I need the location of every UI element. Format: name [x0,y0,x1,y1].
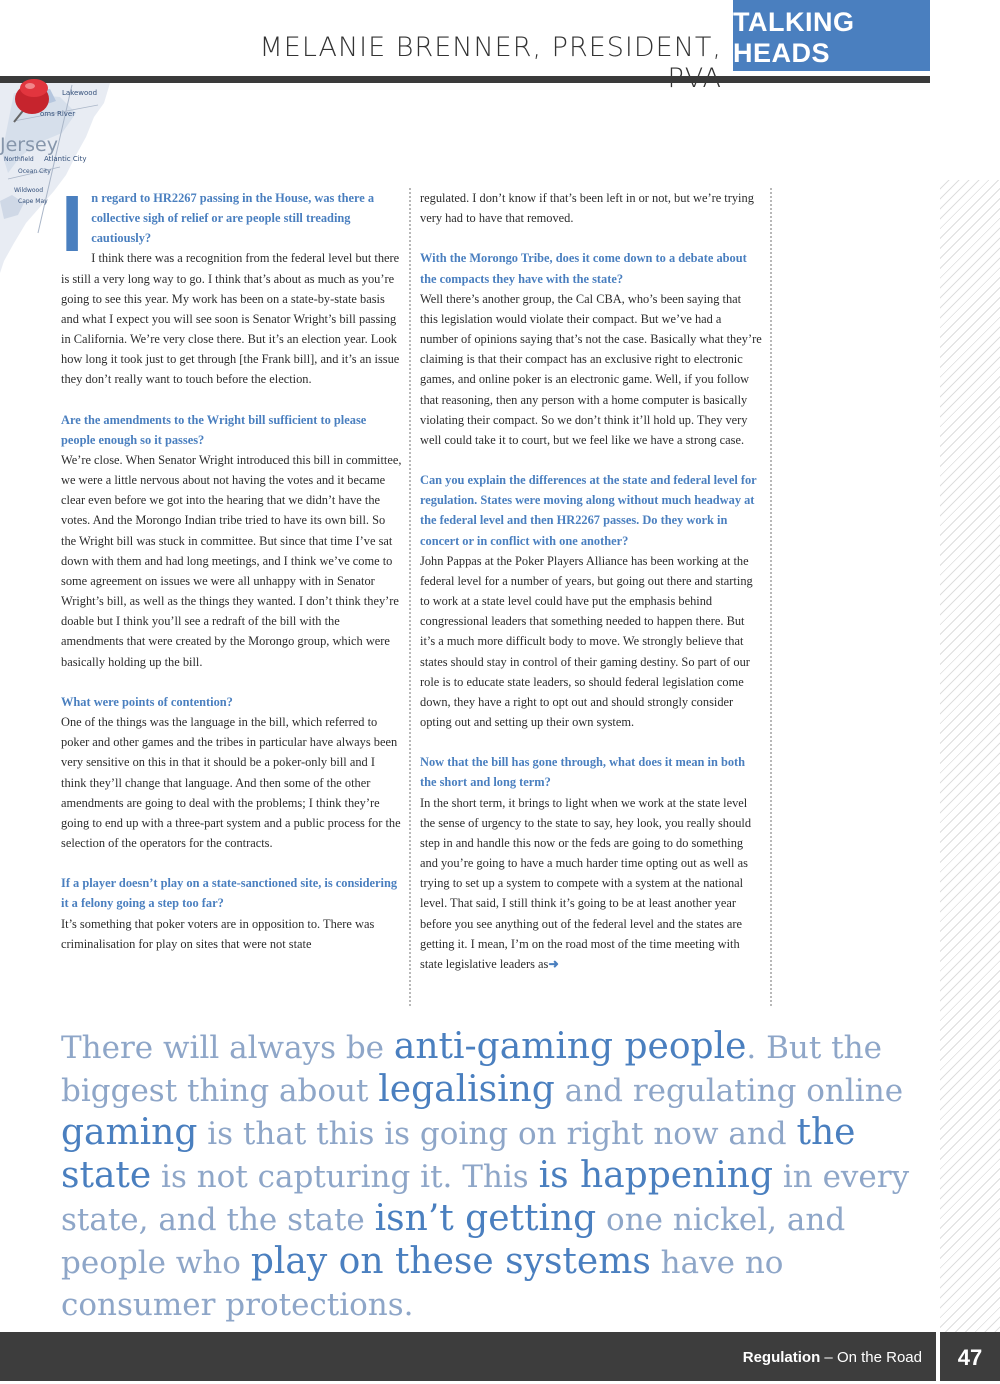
pull-quote-emphasis: legalising [378,1069,555,1110]
pull-quote-emphasis: play on these systems [250,1241,651,1282]
article-paragraph [61,873,403,954]
article-paragraph [61,692,403,853]
interview-question: If a player doesn’t play on a state-sanctioned site, is considering it a felony going a step too far? [61,876,398,911]
pull-quote-text: . But the biggest thing about [61,1030,882,1109]
page-number: 47 [957,1345,983,1370]
interview-answer: Well there’s another group, the Cal CBA, who’s been saying that this legislation would violate their compact. But we’ve had a number of opinions saying that’s not the case. Basically what they’re claiming is that their compact has an exclusive right to electronic games, and online poker is an electronic game. Well, if you follow that reasoning, then any person with a home computer is basically violating their compact. So we don’t think it’ll hold up. They very well could take it to court, but we feel like we have a strong case. [420,291,762,447]
article-paragraph [420,470,762,732]
article-paragraph [61,410,403,672]
drop-cap: I [61,179,84,268]
section-tag [733,0,930,71]
pull-quote-text: in every state, and the state [61,1159,910,1238]
decorative-hatch [940,180,1000,1332]
article-paragraph [61,179,403,390]
article-column-1 [61,179,403,974]
article-paragraph [420,188,762,228]
interview-question: Now that the bill has gone through, what does it mean in both the short and long term? [420,755,746,790]
article-paragraph [420,248,762,450]
pull-quote-emphasis: isn’t getting [374,1198,597,1239]
continue-arrow-icon: ➜ [548,956,559,971]
map-label: Atlantic City [44,155,87,163]
map-label: Cape May [18,198,48,205]
map-label: oms River [40,110,76,118]
pull-quote-emphasis: gaming [61,1112,198,1153]
section-tag-label: TALKING HEADS [733,7,855,68]
header-title: MELANIE BRENNER, PRESIDENT, [259,32,722,63]
interview-answer: We’re close. When Senator Wright introduced this bill in committee, we were a little nervous about not having the votes and it became clear even before we got into the hearing that we didn’t have the votes. And the Morongo Indian tribe tried to have its own bill. So the Wright bill was stuck in committee. But since that time I’ve sat down with them and had long meetings, and I think we’ve come to some agreement on issues we were all unhappy with in Senator Wright’s bill, as well as the things they wanted. I don’t think they’re doable but I think you’ll see a redraft of the bill with the amendments that were created by the Morongo group, which were basically holding up the bill. [61,453,402,669]
pull-quote-emphasis: is happening [538,1155,773,1196]
article-column-2 [420,188,762,994]
column-divider [770,188,772,1006]
interview-answer: It’s something that poker voters are in opposition to. There was criminalisation for play on sites that were not state [61,916,375,951]
map-label: Lakewood [62,89,98,97]
map-label: Wildwood [14,187,44,194]
pull-quote-text: have no consumer protections. [61,1245,784,1323]
pull-quote-text: is not capturing it. This [151,1159,539,1195]
interview-answer: One of the things was the language in the bill, which referred to poker and other games and the tribes in particular have always been very sensitive on this in that it should be a poker-only bill and I think they’ll change that language. And then some of the other amendments are going to deal with the problems; I think they’re going to end up with a three-part system and a public process for the selection of the operators for the contracts. [61,715,401,850]
interview-question: Are the amendments to the Wright bill sufficient to please people enough so it passes? [61,412,367,447]
interview-question: Can you explain the differences at the state and federal level for regulation. States were moving along without much headway at the federal level and then HR2267 passes. Do they work in concert or in conflict with one another? [420,473,757,548]
pull-quote [61,1026,931,1326]
interview-answer: I think there was a recognition from the federal level but there is still a very long way to go. I think that’s about as much as you’re going to see this year. My work has been on a state-by-state basis and what I expect you will see soon is Senator Wright’s bill passing in California. We’re very close there. But it’s an election year. Look how long it took just to get through [the Frank bill], and it’s an issue they don’t really want to touch before the election. [61,251,400,387]
interview-question: With the Morongo Tribe, does it come down to a debate about the compacts they have with the state? [420,251,747,286]
footer-separator: – [820,1349,837,1366]
pull-quote-text: There will always be [61,1030,394,1066]
pull-quote-text: one nickel, and people who [61,1202,846,1281]
interview-question: n regard to HR2267 passing in the House, was there a collective sigh of relief or are people still treading cautiously? [91,191,375,246]
pull-quote-text: is that this is going on right now and [197,1116,797,1152]
map-pin-icon [4,76,54,141]
header-rule [0,76,930,83]
footer-section [640,1332,922,1381]
pull-quote-emphasis: anti-gaming people [393,1026,747,1067]
map-label: Jersey [0,134,58,156]
footer-section-name: Regulation [742,1349,821,1366]
pull-quote-text: and regulating online [554,1073,904,1109]
interview-answer: John Pappas at the Poker Players Alliance has been working at the federal level for a number of years, but going out there and starting to work at a state level could have put the emphasis behind congressional leaders that something needed to happen there. But it’s a much more difficult body to move. We strongly believe that states should stay in control of their gaming destiny. So part of our role is to educate state leaders, so should federal legislation come down, they have a right to opt out and should strongly consider opting out and setting up their own system. [420,553,753,730]
map-label: Ocean City [18,168,51,175]
footer-subsection: On the Road [836,1349,922,1366]
article-paragraph [420,752,762,974]
column-divider [409,188,411,1006]
map-label: Northfield [4,156,34,163]
interview-question: What were points of contention? [61,694,233,709]
interview-answer: In the short term, it brings to light when we work at the state level the sense of urgency to the state to say, hey look, you really should step in and handle this now or the feds are going to do something and you’re going to have a much harder time opting out as well as trying to set up a system to compete with a system at the national level. That said, I still think it’s going to be at least another year before you see anything out of the federal level and the states are getting it. I mean, I’m on the road most of the time meeting with state legislative leaders as [420,795,752,971]
interview-answer: regulated. I don’t know if that’s been left in or not, but we’re trying very had to have that removed. [420,191,754,226]
pull-quote-emphasis: the state [61,1112,856,1196]
